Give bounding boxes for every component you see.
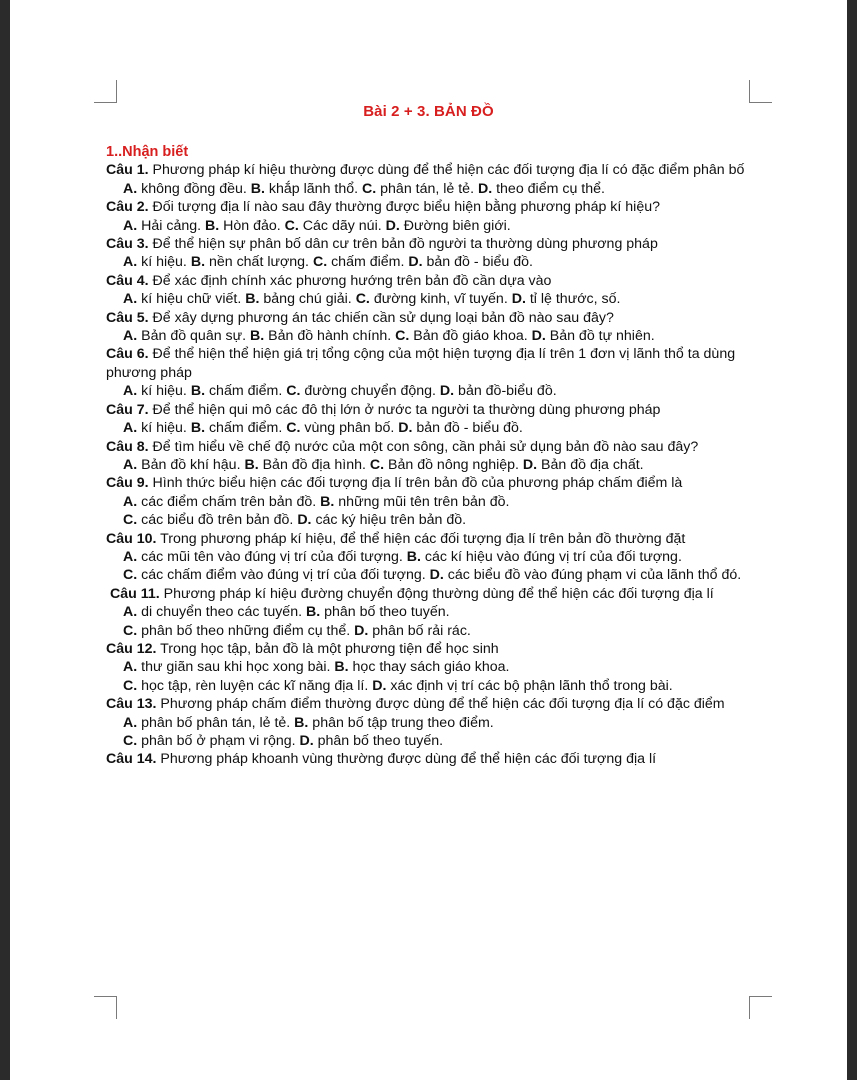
crop-mark-bottom-left — [94, 996, 117, 1019]
option-text: Bản đồ hành chính. — [264, 328, 396, 345]
question-8 — [106, 438, 756, 456]
answers-9a — [106, 493, 756, 511]
option-text: nền chất lượng. — [205, 254, 313, 271]
option-text: phân bố theo tuyến. — [320, 604, 450, 621]
option-label: A. — [123, 420, 138, 437]
option-label: D. — [511, 291, 526, 308]
option-text: Bản đồ tự nhiên. — [545, 328, 655, 345]
option-text: kí hiệu. — [137, 420, 191, 437]
option-label: C. — [123, 512, 138, 529]
option-label: D. — [398, 420, 413, 437]
option-label: A. — [123, 456, 138, 473]
option-text: thư giãn sau khi học xong bài. — [137, 659, 335, 676]
option-label: B. — [334, 659, 349, 676]
answers-13a — [106, 714, 756, 732]
option-label: B. — [190, 420, 206, 437]
answers-12b — [106, 677, 756, 695]
question-text: Phương pháp kí hiệu đường chuyển động thường dùng để thể hiện các đối tượng địa lí — [159, 585, 714, 602]
answers-5 — [106, 327, 756, 345]
option-text: không đồng đều. — [137, 180, 251, 197]
option-label: D. — [408, 254, 423, 271]
option-label: A. — [123, 254, 138, 271]
question-label: Câu 11. — [110, 585, 160, 602]
option-label: B. — [190, 383, 206, 400]
crop-mark-top-right — [749, 80, 772, 103]
answers-3 — [106, 253, 756, 271]
option-label: D. — [354, 622, 369, 639]
option-text: phân bố ở phạm vi rộng. — [137, 733, 300, 749]
question-5 — [106, 309, 756, 327]
option-label: D. — [522, 456, 538, 473]
question-label: Câu 2. — [106, 199, 149, 216]
question-3 — [106, 235, 756, 253]
option-text: Bản đồ giáo khoa. — [409, 328, 532, 345]
option-text: bản đồ - biểu đồ. — [412, 420, 523, 437]
option-text: Bản đồ quân sự. — [137, 328, 251, 345]
question-label: Câu 10. — [106, 530, 157, 547]
question-7 — [106, 401, 756, 419]
option-label: D. — [439, 383, 455, 400]
option-label: A. — [123, 604, 138, 621]
question-text: Phương pháp kí hiệu thường được dùng để thể hiện các đối tượng địa lí có đặc điểm phân bố — [148, 162, 745, 179]
option-label: C. — [123, 622, 138, 639]
question-4 — [106, 272, 756, 290]
option-text: đường kinh, vĩ tuyến. — [369, 291, 512, 308]
question-label: Câu 5. — [106, 309, 149, 326]
option-text: tỉ lệ thước, số. — [525, 291, 621, 308]
crop-mark-bottom-right — [749, 996, 772, 1019]
option-text: chấm điểm. — [327, 254, 409, 271]
question-text: Trong học tập, bản đồ là một phương tiện để học sinh — [156, 640, 499, 657]
question-text: Hình thức biểu hiện các đối tượng địa lí trên bản đồ của phương pháp chấm điểm là — [148, 475, 683, 492]
option-text: Hải cảng. — [137, 217, 206, 234]
option-text: phân bố theo tuyến. — [313, 733, 444, 749]
question-label: Câu 6. — [106, 346, 149, 363]
question-2 — [106, 198, 756, 216]
option-text: phân bố tập trung theo điểm. — [308, 714, 494, 731]
question-label: Câu 13. — [106, 696, 157, 713]
option-text: Bản đồ nông nghiệp. — [384, 456, 523, 473]
option-text: phân tán, lẻ tẻ. — [376, 180, 478, 197]
question-text: Đối tượng địa lí nào sau đây thường được biểu hiện bằng phương pháp kí hiệu? — [148, 199, 660, 216]
option-label: C. — [123, 733, 138, 749]
option-label: D. — [372, 677, 387, 694]
option-text: chấm điểm. — [205, 383, 287, 400]
option-text: kí hiệu. — [137, 254, 191, 271]
question-label: Câu 1. — [106, 162, 149, 179]
option-label: A. — [123, 328, 138, 345]
answers-2 — [106, 217, 756, 235]
answers-1 — [106, 180, 756, 198]
question-6 — [106, 345, 756, 382]
option-label: C. — [395, 328, 410, 345]
option-label: D. — [297, 512, 312, 529]
answers-11a — [106, 603, 756, 621]
question-10 — [106, 530, 756, 548]
option-text: bảng chú giải. — [259, 291, 356, 308]
option-label: B. — [205, 217, 220, 234]
option-text: vùng phân bố. — [300, 420, 399, 437]
option-text: theo điểm cụ thể. — [492, 180, 605, 197]
option-label: C. — [284, 217, 299, 234]
option-text: các biểu đồ vào đúng phạm vi của lãnh thổ đó. — [443, 567, 742, 584]
option-label: A. — [123, 659, 138, 676]
option-text: các kí hiệu vào đúng vị trí của đối tượng. — [420, 548, 682, 565]
option-label: C. — [286, 383, 301, 400]
option-label: C. — [369, 456, 385, 473]
question-text: Để thể hiện thể hiện giá trị tổng cộng của một hiện tượng địa lí trên 1 đơn vị lãnh thổ ta dùng phương pháp — [106, 346, 736, 381]
option-label: A. — [123, 548, 138, 565]
option-text: bản đồ-biểu đồ. — [454, 383, 557, 400]
option-text: phân bố rải rác. — [368, 622, 471, 639]
question-text: Để xây dựng phương án tác chiến cần sử dụng loại bản đồ nào sau đây? — [148, 309, 614, 326]
option-label: C. — [312, 254, 328, 271]
option-text: đường chuyển động. — [300, 383, 440, 400]
option-text: khắp lãnh thổ. — [264, 180, 363, 197]
question-14 — [106, 750, 756, 768]
question-12 — [106, 640, 756, 658]
option-label: A. — [123, 180, 138, 197]
page-title: Bài 2 + 3. BẢN ĐỒ — [363, 103, 494, 120]
option-label: B. — [190, 254, 206, 271]
option-label: B. — [294, 714, 309, 731]
option-label: B. — [244, 456, 259, 473]
option-label: C. — [362, 180, 377, 197]
option-label: C. — [355, 291, 370, 308]
question-text: Để xác định chính xác phương hướng trên bản đồ cần dựa vào — [148, 272, 552, 289]
option-label: B. — [305, 604, 321, 621]
option-label: A. — [123, 493, 138, 510]
option-text: Bản đồ địa chất. — [537, 456, 644, 473]
document-page — [10, 0, 847, 1080]
option-label: A. — [123, 714, 138, 731]
question-text: Phương pháp chấm điểm thường được dùng để thể hiện các đối tượng địa lí có đặc điểm — [156, 696, 725, 713]
document-body — [106, 143, 756, 769]
option-label: B. — [406, 548, 421, 565]
option-text: học tập, rèn luyện các kĩ năng địa lí. — [137, 677, 373, 694]
option-label: A. — [123, 291, 138, 308]
option-text: di chuyển theo các tuyến. — [137, 604, 306, 621]
option-label: D. — [385, 217, 400, 234]
question-text: Để thể hiện sự phân bố dân cư trên bản đồ người ta thường dùng phương pháp — [148, 236, 658, 253]
option-text: Bản đồ khí hậu. — [137, 456, 245, 473]
option-text: bản đồ - biểu đồ. — [422, 254, 533, 271]
option-text: học thay sách giáo khoa. — [348, 659, 510, 676]
option-text: các chấm điểm vào đúng vị trí của đối tượng. — [137, 567, 430, 584]
question-11 — [110, 585, 756, 603]
option-label: D. — [477, 180, 493, 197]
question-text: Để tìm hiểu về chế độ nước của một con sông, cần phải sử dụng bản đồ nào sau đây? — [148, 438, 699, 455]
answers-10a — [106, 548, 756, 566]
option-text: Các dãy núi. — [298, 217, 386, 234]
question-label: Câu 7. — [106, 401, 149, 418]
option-text: Hòn đảo. — [219, 217, 285, 234]
answers-9b — [106, 511, 756, 529]
option-label: D. — [299, 733, 314, 749]
option-label: D. — [429, 567, 444, 584]
option-label: C. — [123, 677, 138, 694]
question-text: Trong phương pháp kí hiệu, để thể hiện các đối tượng địa lí trên bản đồ thường đặt — [156, 530, 686, 547]
answers-6 — [106, 382, 756, 400]
answers-8 — [106, 456, 756, 474]
question-11-block — [106, 585, 756, 603]
answers-12a — [106, 658, 756, 676]
question-label: Câu 3. — [106, 236, 149, 253]
crop-mark-top-left — [94, 80, 117, 103]
answers-13b — [106, 732, 756, 750]
answers-11b — [106, 622, 756, 640]
option-label: B. — [250, 328, 265, 345]
question-label: Câu 14. — [106, 751, 157, 768]
option-text: những mũi tên trên bản đồ. — [334, 493, 510, 510]
option-label: C. — [286, 420, 301, 437]
option-text: các điểm chấm trên bản đồ. — [137, 493, 321, 510]
question-9 — [106, 474, 756, 492]
question-text: Phương pháp khoanh vùng thường được dùng để thể hiện các đối tượng địa lí — [156, 751, 657, 768]
option-text: các biểu đồ trên bản đồ. — [137, 512, 298, 529]
option-text: chấm điểm. — [205, 420, 287, 437]
option-text: phân bố theo những điểm cụ thể. — [137, 622, 355, 639]
option-text: xác định vị trí các bộ phận lãnh thổ trong bài. — [386, 677, 673, 694]
option-label: B. — [245, 291, 260, 308]
option-label: D. — [531, 328, 546, 345]
option-text: Bản đồ địa hình. — [258, 456, 370, 473]
answers-4 — [106, 290, 756, 308]
answers-10b — [106, 566, 756, 584]
question-1 — [106, 161, 756, 179]
section-heading: 1..Nhận biết — [106, 144, 189, 160]
option-text: các mũi tên vào đúng vị trí của đối tượng. — [137, 548, 407, 565]
question-text: Để thể hiện qui mô các đô thị lớn ở nước ta người ta thường dùng phương pháp — [148, 401, 661, 418]
question-label: Câu 8. — [106, 438, 149, 455]
option-text: các ký hiệu trên bản đồ. — [311, 512, 467, 529]
answers-7 — [106, 419, 756, 437]
question-13 — [106, 695, 756, 713]
option-text: kí hiệu. — [137, 383, 191, 400]
option-label: A. — [123, 217, 138, 234]
option-label: C. — [123, 567, 138, 584]
option-text: phân bố phân tán, lẻ tẻ. — [137, 714, 295, 731]
option-label: B. — [250, 180, 265, 197]
option-label: B. — [320, 493, 335, 510]
option-text: Đường biên giới. — [399, 217, 511, 234]
question-label: Câu 4. — [106, 272, 149, 289]
option-label: A. — [123, 383, 138, 400]
option-text: kí hiệu chữ viết. — [137, 291, 246, 308]
question-label: Câu 12. — [106, 640, 157, 657]
question-label: Câu 9. — [106, 475, 149, 492]
